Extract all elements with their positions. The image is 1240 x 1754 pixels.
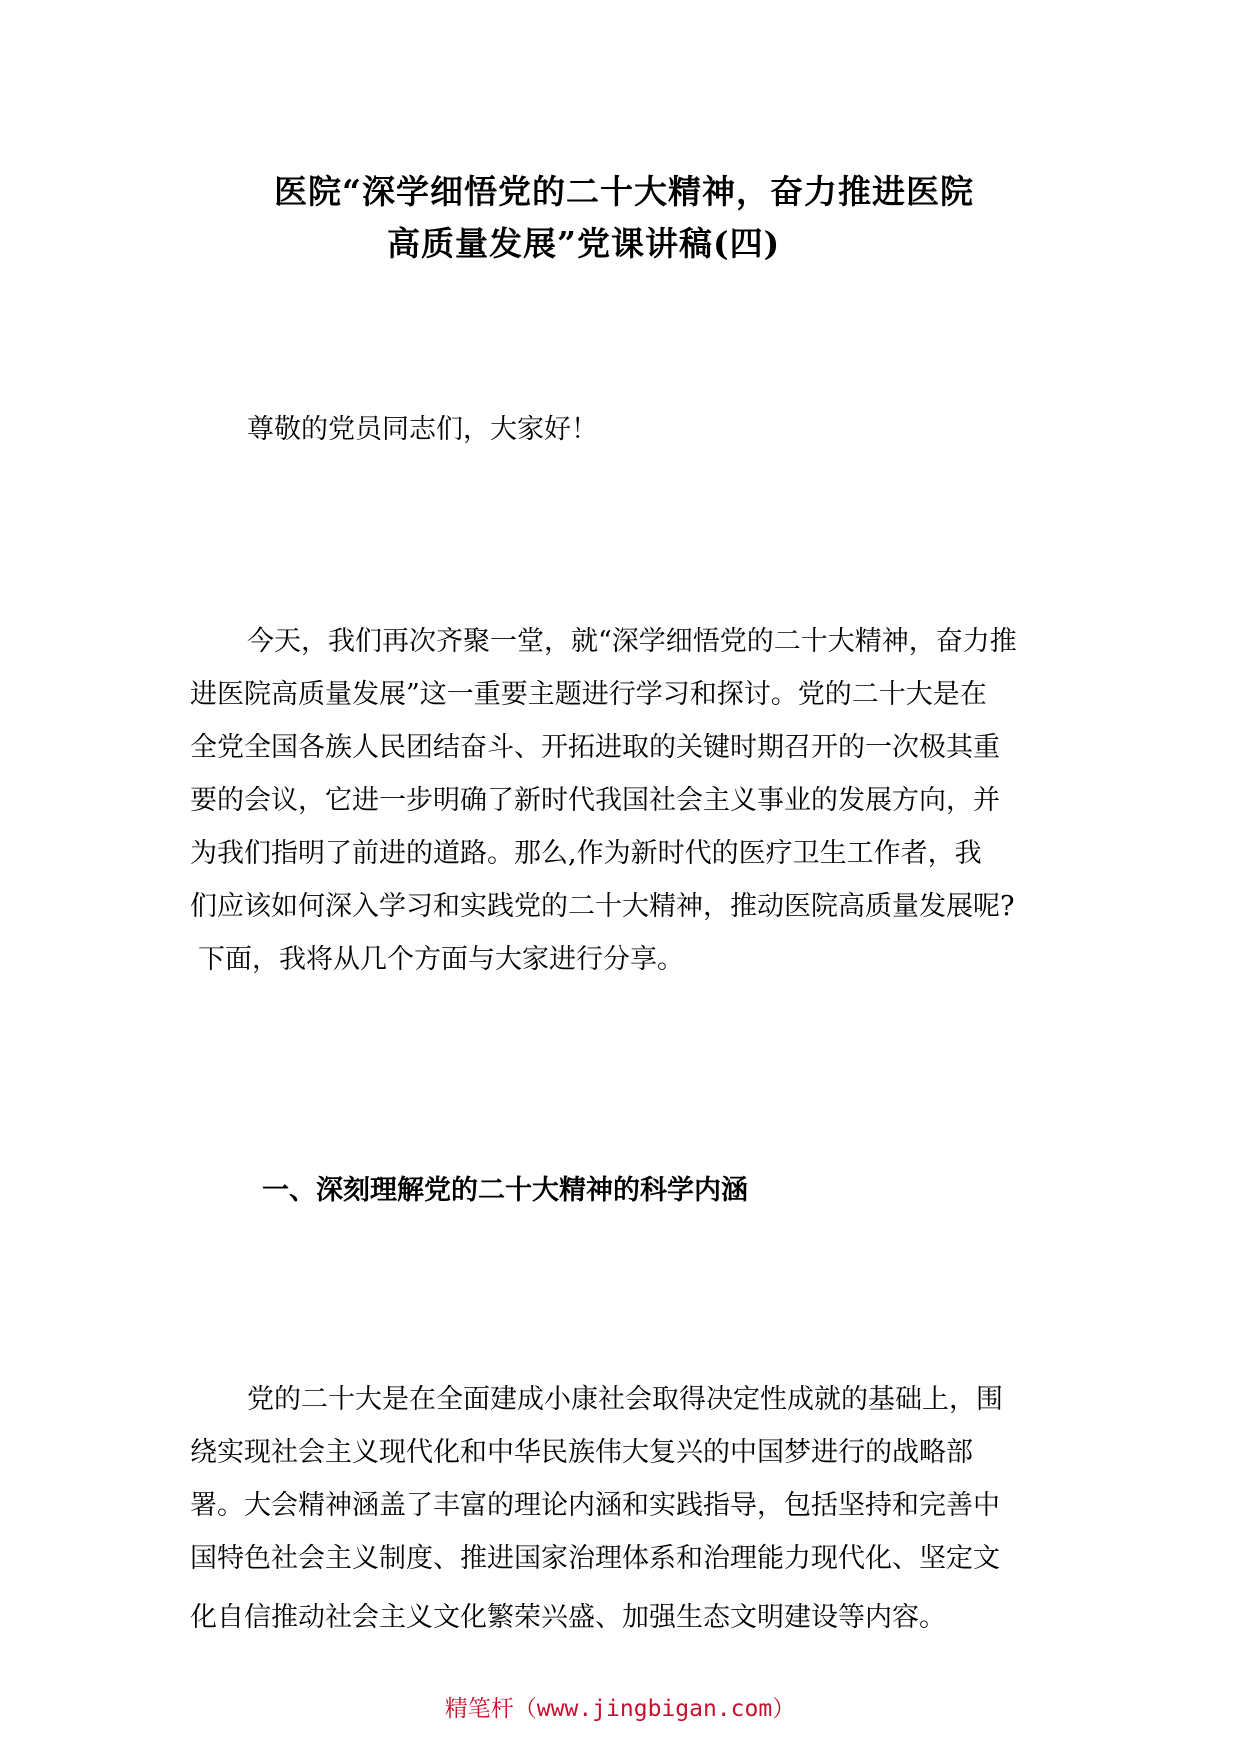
paragraph-line: 进医院高质量发展”这一重要主题进行学习和探讨。党的二十大是在 — [190, 679, 987, 710]
paragraph-line: 下面，我将从几个方面与大家进行分享。 — [198, 944, 684, 975]
paragraph-line: 化自信推动社会主义文化繁荣兴盛、加强生态文明建设等内容。 — [190, 1602, 946, 1633]
paragraph-line: 们应该如何深入学习和实践党的二十大精神，推动医院高质量发展呢? — [190, 891, 1015, 922]
document-title-line-1: 医院“深学细悟党的二十大精神，奋力推进医院 — [274, 172, 974, 211]
paragraph-line: 绕实现社会主义现代化和中华民族伟大复兴的中国梦进行的战略部 — [190, 1437, 973, 1468]
paragraph-line: 署。大会精神涵盖了丰富的理论内涵和实践指导，包括坚持和完善中 — [190, 1490, 1000, 1521]
footer-watermark — [0, 1693, 1240, 1725]
section-heading-1: 一、深刻理解党的二十大精神的科学内涵 — [262, 1175, 748, 1206]
footer-url[interactable]: （www.jingbigan.com） — [513, 1696, 796, 1722]
paragraph-line: 为我们指明了前进的道路。那么,作为新时代的医疗卫生工作者，我 — [190, 838, 982, 869]
paragraph-line: 今天，我们再次齐聚一堂，就“深学细悟党的二十大精神，奋力推 — [247, 626, 1017, 657]
paragraph-line: 要的会议，它进一步明确了新时代我国社会主义事业的发展方向，并 — [190, 785, 1000, 816]
greeting: 尊敬的党员同志们，大家好！ — [247, 414, 598, 445]
paragraph-line: 国特色社会主义制度、推进国家治理体系和治理能力现代化、坚定文 — [190, 1543, 1000, 1574]
document-title-line-2: 高质量发展”党课讲稿(四) — [387, 224, 781, 263]
paragraph-line: 全党全国各族人民团结奋斗、开拓进取的关键时期召开的一次极其重 — [190, 732, 1000, 763]
footer-site-name: 精笔杆 — [444, 1696, 514, 1722]
paragraph-line: 党的二十大是在全面建成小康社会取得决定性成就的基础上，围 — [247, 1384, 1003, 1415]
